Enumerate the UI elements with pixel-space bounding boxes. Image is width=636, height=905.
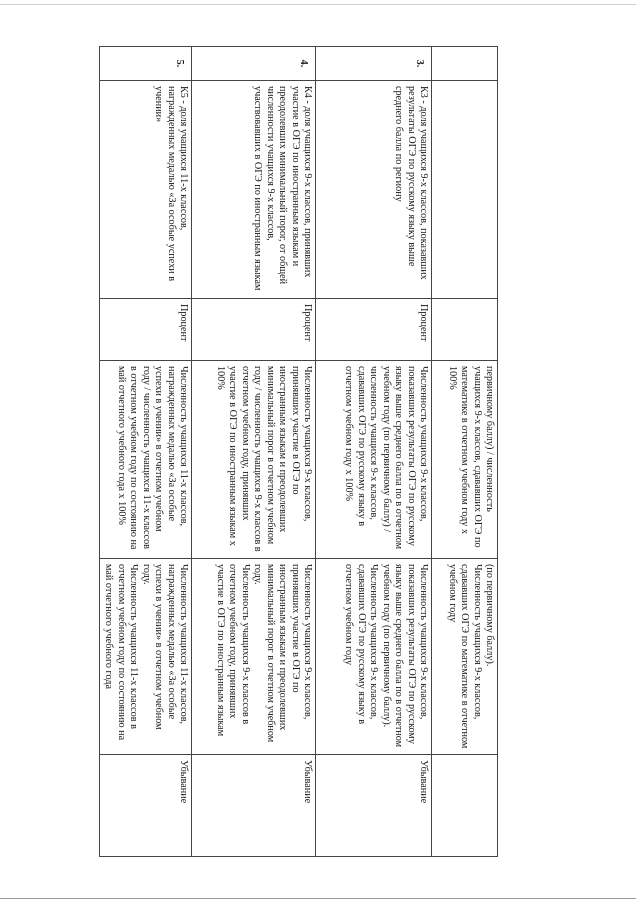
- formula-cell: Численность учащихся 9-х классов, принявших участие в ОГЭ по иностранным языкам и преодолевших минимальный порог в отчетном учебном году / численность учащихся 9-х классов в отчетном учебном году, принявших участие в ОГЭ по иностранным языкам х 100%: [192, 361, 316, 559]
- indicator-name: К4 - доля учащихся 9-х классов, принявших участие в ОГЭ по иностранным языкам и преодолевших минимальный порог, от общей численности учащихся 9-х классов, участвовавших в ОГЭ по иностранным языкам: [192, 81, 316, 299]
- formula-cell: Численность учащихся 9-х классов, показавших результаты ОГЭ по русскому языку выше среднего балла по в отчетном учебном году (по первичному баллу) / численность учащихся 9-х классов, сдававших ОГЭ по русскому языку в отчетном учебном году х 100%: [316, 361, 432, 559]
- cell-trend-empty: [432, 755, 498, 857]
- trend-cell: Убывание: [316, 755, 432, 857]
- table-row: [192, 47, 316, 857]
- unit-cell: Процент: [192, 299, 316, 361]
- table-row: [99, 47, 191, 857]
- indicator-name: К5 - доля учащихся 11-х классов, награжденных медалью «За особые успехи в учении»: [99, 81, 191, 299]
- cell-source: (по первичному баллу). Численность учащихся 9-х классов, сдававших ОГЭ по математике в отчетном учебном году: [432, 559, 498, 755]
- cell-num-empty: [432, 47, 498, 81]
- row-number: 4.: [192, 47, 316, 81]
- source-cell: Численность учащихся 9-х классов, принявших участие в ОГЭ по иностранным языкам и преодолевших минимальный порог в отчетном учебном году. Численность учащихся 9-х классов в отчетном учебном году, принявших участие в ОГЭ по иностранным языкам: [192, 559, 316, 755]
- trend-cell: Убывание: [192, 755, 316, 857]
- source-cell: Численность учащихся 11-х классов, награжденных медалью «За особые успехи в учении» в отчетном учебном году. Численность учащихся 11-х классов в отчетном учебном году по состоянию на май отчетного учебного года: [99, 559, 191, 755]
- table-row-continued: [432, 47, 498, 857]
- page-edge-top: [0, 4, 636, 5]
- unit-cell: Процент: [99, 299, 191, 361]
- row-number: 3.: [316, 47, 432, 81]
- cell-name-empty: [432, 81, 498, 299]
- rotated-table-container: [103, 46, 498, 856]
- row-number: 5.: [99, 47, 191, 81]
- indicator-name: К3 - доля учащихся 9-х классов, показавших результаты ОГЭ по русскому языку выше среднего балла по региону: [316, 81, 432, 299]
- cell-formula: первичному баллу) / численность учащихся 9-х классов, сдававших ОГЭ по математике в отчетном учебном году х 100%: [432, 361, 498, 559]
- table-row: [316, 47, 432, 857]
- page-edge-bottom: [0, 898, 636, 899]
- source-cell: Численность учащихся 9-х классов, показавших результаты ОГЭ по русскому языку выше среднего балла по в отчетном учебном году (по первичному баллу). Численность учащихся 9-х классов, сдававших ОГЭ по русскому языку в отчетном учебном году: [316, 559, 432, 755]
- cell-unit-empty: [432, 299, 498, 361]
- indicators-table: [99, 46, 498, 857]
- formula-cell: Численность учащихся 11-х классов, награжденных медалью «За особые успехи в учении» в отчетном учебном году / численность учащихся 11-х классов в отчетном учебном году по состоянию на май отчетного учебного года х 100%: [99, 361, 191, 559]
- unit-cell: Процент: [316, 299, 432, 361]
- trend-cell: Убывание: [99, 755, 191, 857]
